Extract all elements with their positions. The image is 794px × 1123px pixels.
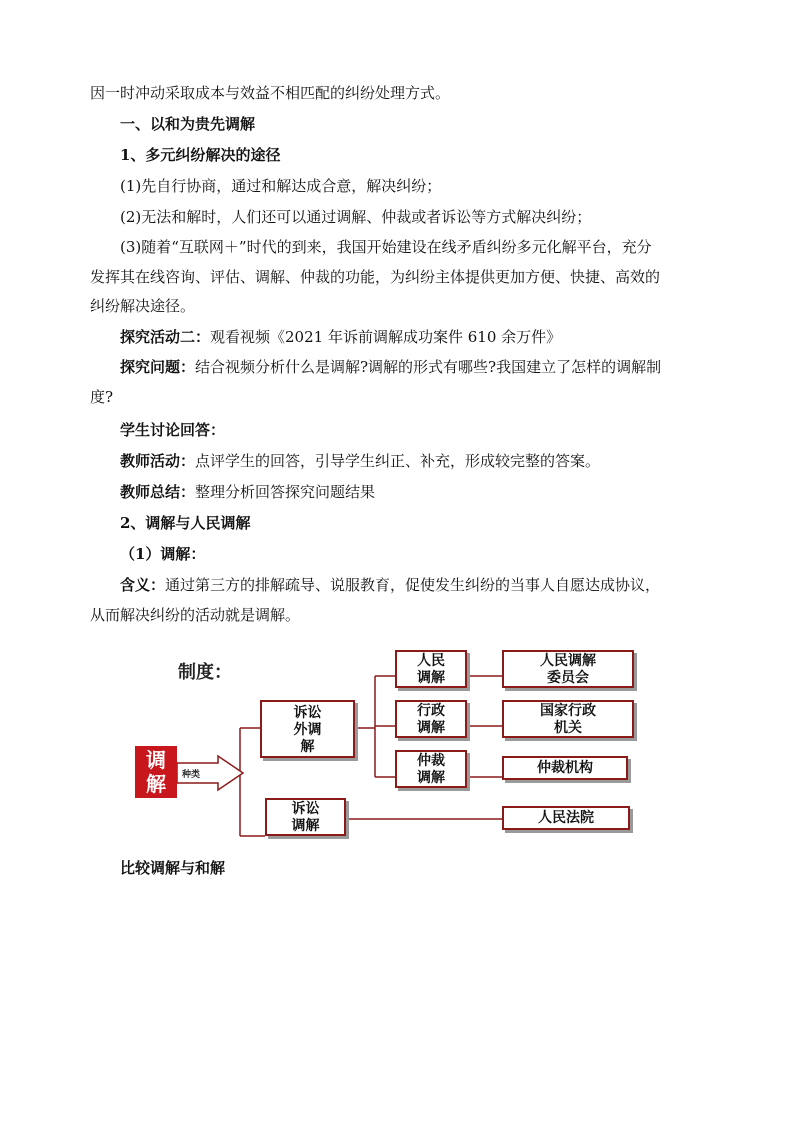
activity-text: 观看视频《2021 年诉前调解成功案件 610 余万件》: [210, 328, 562, 346]
teacher-summary-label: 教师总结：: [120, 483, 196, 501]
teacher-summary-text: 整理分析回答探究问题结果: [195, 483, 376, 501]
box-label-line: 外调: [293, 722, 322, 738]
text-line: 因一时冲动采取成本与效益不相匹配的纠纷处理方式。: [90, 84, 451, 102]
teacher-summary-line: [120, 482, 375, 502]
root-mediation-box: [135, 746, 177, 798]
heading-3: 2、调解与人民调解: [120, 514, 251, 532]
people-mediation-box: [395, 650, 467, 688]
state-admin-box: [502, 700, 634, 738]
box-label-line: 机关: [554, 720, 582, 736]
teacher-activity-line: [120, 451, 600, 471]
box-label-line: 调解: [417, 670, 445, 686]
question-line: [120, 357, 661, 377]
box-label-line: 人民调解: [540, 653, 596, 669]
question-label: 探究问题：: [120, 358, 196, 376]
litigation-mediation-box: [265, 798, 346, 836]
outside-litigation-box: [260, 700, 355, 758]
box-label-line: 仲裁: [417, 753, 445, 769]
text-line: (2)无法和解时，人们还可以通过调解、仲裁或者诉讼等方式解决纠纷；: [120, 208, 592, 226]
box-label-line: 国家行政: [540, 703, 596, 719]
text-line: 发挥其在线咨询、评估、调解、仲裁的功能，为纠纷主体提供更加方便、快捷、高效的: [90, 268, 661, 286]
arbitration-org-box: 仲裁机构: [502, 756, 628, 780]
box-label-line: 诉讼: [291, 801, 320, 817]
box-label-line: 调解: [417, 720, 445, 736]
text-line: 从而解决纠纷的活动就是调解。: [90, 606, 301, 624]
definition-label: 含义：: [120, 576, 166, 594]
teacher-activity-text: 点评学生的回答，引导学生纠正、补充，形成较完整的答案。: [195, 452, 601, 470]
arbitration-mediation-box: [395, 750, 467, 788]
box-label-line: 调解: [291, 818, 320, 834]
text-line: (3)随着“互联网＋”时代的到来，我国开始建设在线矛盾纠纷多元化解平台，充分: [120, 238, 652, 256]
box-label-line: 调解: [417, 770, 445, 786]
text-line: 纠纷解决途径。: [90, 297, 196, 315]
box-label-line: 解: [300, 739, 315, 755]
root-label-line: 解: [146, 772, 166, 796]
activity-line: [120, 327, 561, 347]
discussion-heading: 学生讨论回答：: [120, 421, 226, 439]
box-label-line: 诉讼: [293, 705, 322, 721]
admin-mediation-box: [395, 700, 467, 738]
people-committee-box: [502, 650, 634, 688]
compare-heading: 比较调解与和解: [120, 859, 226, 877]
text-line: 度?: [90, 388, 114, 406]
definition-line: [120, 575, 660, 595]
diagram-title: 制度：: [178, 662, 232, 683]
heading-1: 一、以和为贵先调解: [120, 115, 256, 133]
court-box: 人民法院: [502, 806, 630, 830]
heading-4: （1）调解：: [120, 545, 206, 563]
text-line: (1)先自行协商，通过和解达成合意，解决纠纷；: [120, 177, 442, 195]
mediation-diagram: [130, 640, 650, 840]
box-label-line: 人民: [417, 653, 445, 669]
box-label-line: 行政: [417, 703, 445, 719]
root-label-line: 调: [146, 748, 166, 772]
teacher-activity-label: 教师活动：: [120, 452, 196, 470]
arrow-label: 种类: [182, 770, 201, 780]
box-label-line: 委员会: [547, 670, 589, 686]
heading-2: 1、多元纠纷解决的途径: [120, 146, 281, 164]
definition-text: 通过第三方的排解疏导、说服教育，促使发生纠纷的当事人自愿达成协议，: [165, 576, 661, 594]
activity-label: 探究活动二：: [120, 328, 211, 346]
question-text: 结合视频分析什么是调解?调解的形式有哪些?我国建立了怎样的调解制: [195, 358, 662, 376]
